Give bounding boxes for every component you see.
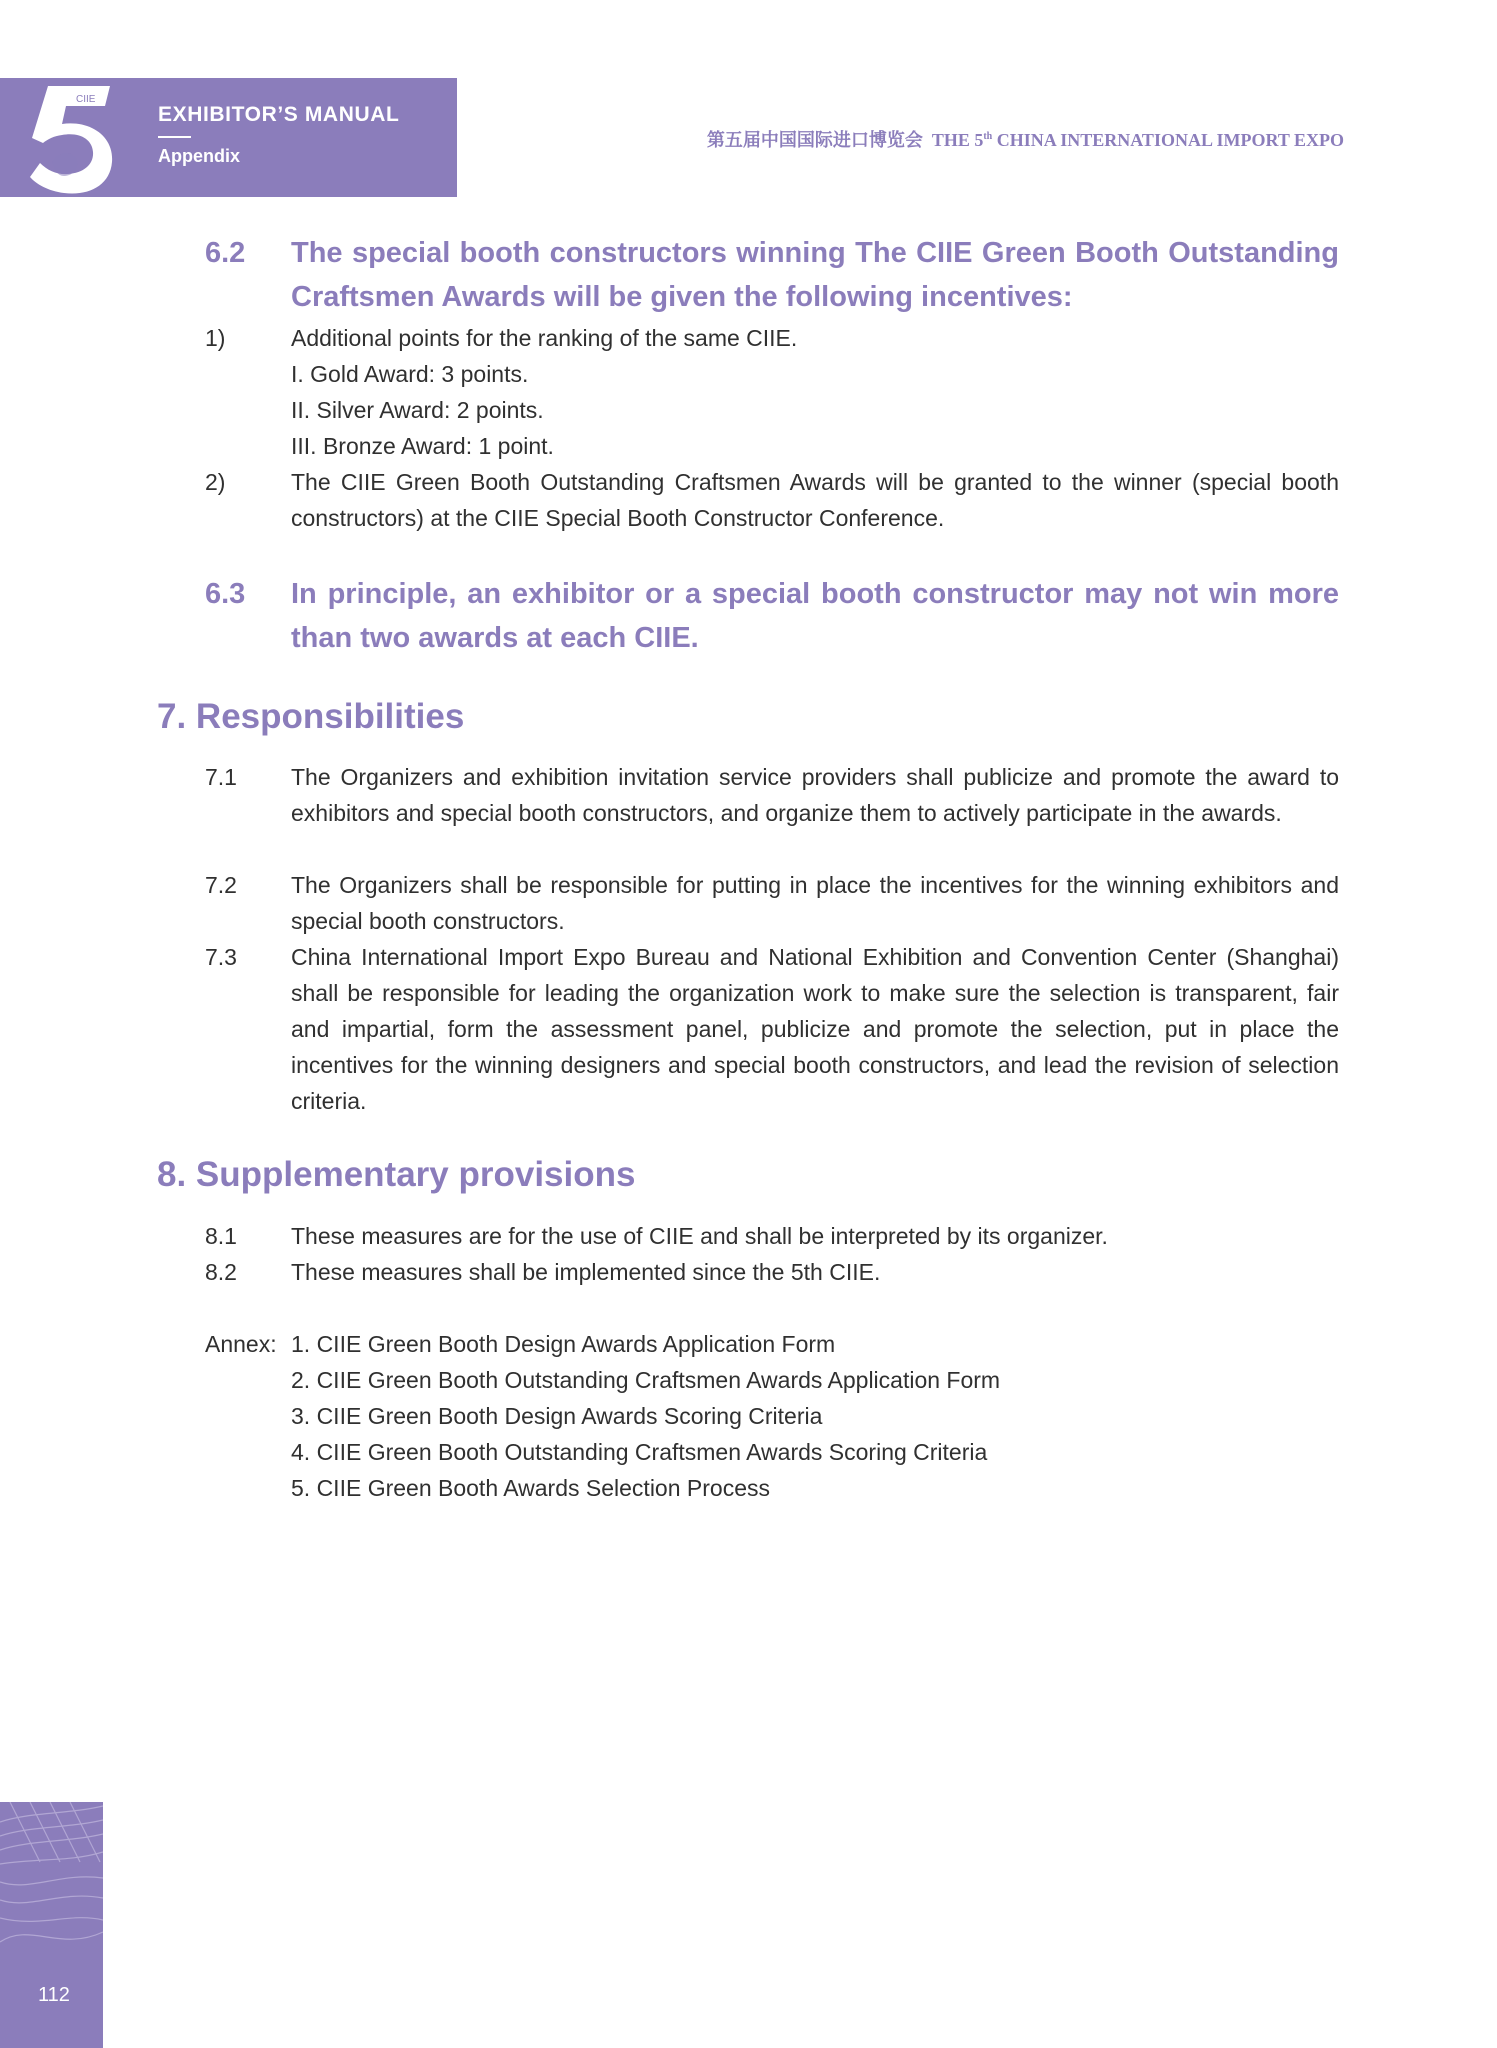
annex-item: 2. CIIE Green Booth Outstanding Craftsmen Awards Application Form [291, 1367, 1001, 1393]
annex-item: 5. CIIE Green Booth Awards Selection Process [291, 1475, 770, 1501]
item-text: China International Import Expo Bureau and National Exhibition and Convention Center (Shanghai) shall be responsible for leading the organization work to make sure the selection is transparent, fair and impartial, form the assessment panel, publicize and promote the selection, put in place the incentives for the winning designers and special booth constructors, and lead the revision of selection criteria. [291, 944, 1339, 1114]
item-number: 8.1 [205, 1223, 237, 1249]
annex-label: Annex: [205, 1331, 277, 1357]
item-text: These measures shall be implemented since the 5th CIIE. [291, 1259, 881, 1285]
manual-subtitle: Appendix [158, 146, 241, 166]
annex-item: 4. CIIE Green Booth Outstanding Craftsmen Awards Scoring Criteria [291, 1439, 988, 1465]
item-number: 1) [205, 325, 226, 351]
annex-item: 1. CIIE Green Booth Design Awards Application Form [291, 1331, 836, 1357]
annex-item: 3. CIIE Green Booth Design Awards Scoring Criteria [291, 1403, 823, 1429]
manual-title: EXHIBITOR’S MANUAL [158, 103, 400, 126]
expo-title-en-post: CHINA INTERNATIONAL IMPORT EXPO [992, 130, 1344, 150]
ciie-5-logo-icon [14, 80, 124, 195]
award-point-bronze: III. Bronze Award: 1 point. [291, 433, 554, 459]
subsection-6-3-title [205, 572, 1339, 660]
item-number: 8.2 [205, 1259, 237, 1285]
section-heading-responsibilities: 7. Responsibilities [157, 697, 465, 736]
footer-band [0, 1802, 103, 2048]
item-number: 2) [205, 469, 226, 495]
item-text: The Organizers shall be responsible for putting in place the incentives for the winning exhibitors and special booth constructors. [291, 872, 1339, 934]
header-divider [158, 136, 191, 138]
award-point-silver: II. Silver Award: 2 points. [291, 397, 544, 423]
subsection-title-text: In principle, an exhibitor or a special booth constructor may not win more than two awards at each CIIE. [291, 578, 1339, 654]
item-text: These measures are for the use of CIIE and shall be interpreted by its organizer. [291, 1223, 1108, 1249]
logo-text: CIIE [76, 94, 96, 105]
item-text: Additional points for the ranking of the same CIIE. [291, 325, 798, 351]
subsection-6-2-title [205, 231, 1339, 319]
subsection-number: 6.2 [205, 237, 246, 269]
expo-title-en-sup: th [983, 131, 993, 142]
award-point-gold: I. Gold Award: 3 points. [291, 361, 529, 387]
header-band [0, 78, 457, 197]
subsection-number: 6.3 [205, 578, 246, 610]
page-number: 112 [38, 1984, 70, 2006]
section-heading-supplementary: 8. Supplementary provisions [157, 1155, 636, 1194]
expo-title [707, 126, 1344, 152]
subsection-title-text: The special booth constructors winning The CIIE Green Booth Outstanding Craftsmen Awards will be given the following incentives: [291, 237, 1339, 313]
decorative-pattern-icon [0, 1802, 103, 1952]
item-number: 7.2 [205, 872, 237, 898]
item-number: 7.1 [205, 764, 237, 790]
item-text: The Organizers and exhibition invitation service providers shall publicize and promote the award to exhibitors and special booth constructors, and organize them to actively participate in the awards. [291, 764, 1339, 826]
item-number: 7.3 [205, 944, 237, 970]
expo-title-cn: 第五届中国国际进口博览会 [706, 130, 923, 150]
expo-title-en-pre: THE 5 [931, 130, 984, 150]
item-text: The CIIE Green Booth Outstanding Craftsmen Awards will be granted to the winner (special booth constructors) at the CIIE Special Booth Constructor Conference. [291, 469, 1339, 531]
